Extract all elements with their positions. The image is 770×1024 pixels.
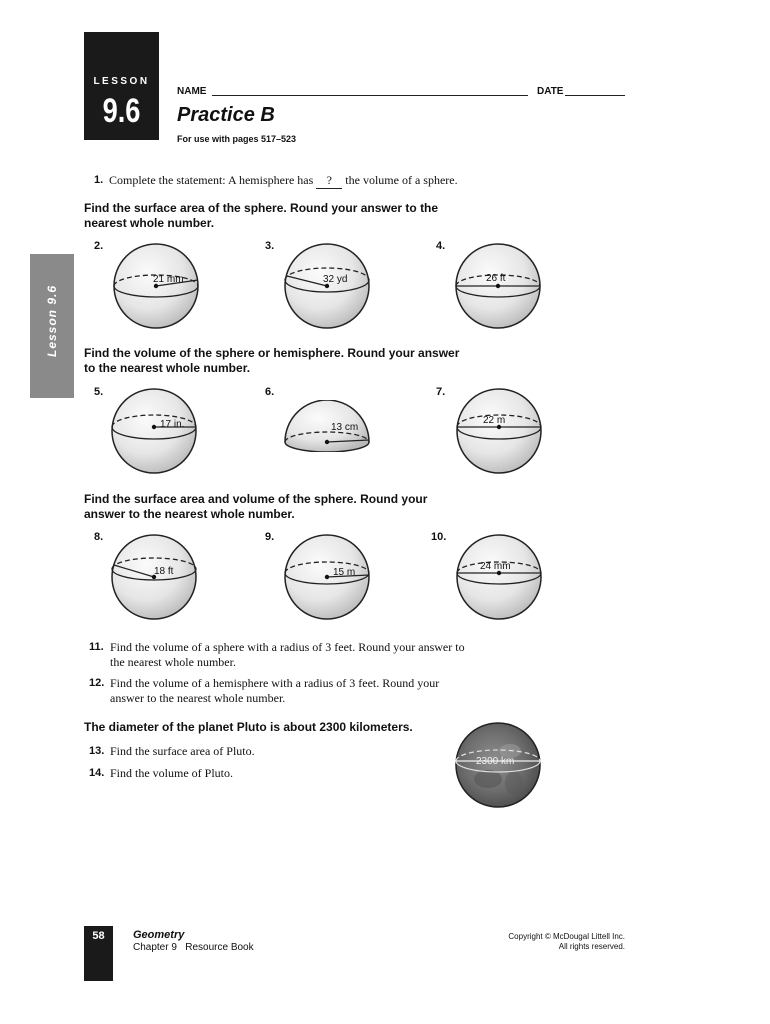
lesson-word: LESSON xyxy=(93,76,150,87)
question-1 xyxy=(109,173,458,189)
radius-label: 13 cm xyxy=(331,422,359,433)
section-3-instruction xyxy=(84,492,427,522)
sphere-figure xyxy=(110,533,198,621)
pluto-instruction: The diameter of the planet Pluto is about 2300 kilometers. xyxy=(84,720,413,734)
section-2-instruction xyxy=(84,346,459,376)
question-number: 14. xyxy=(89,767,105,779)
diameter-label: 24 mm xyxy=(480,561,511,572)
side-tab-label: Lesson 9.6 xyxy=(45,284,59,358)
sphere-figure xyxy=(455,533,543,621)
problem-number: 3. xyxy=(265,240,275,252)
radius-label: 17 in. xyxy=(160,419,185,430)
problem-number: 2. xyxy=(94,240,104,252)
question-12-line-1: Find the volume of a hemisphere with a radius of 3 feet. Round your xyxy=(110,676,440,690)
question-1-text-before: Complete the statement: A hemisphere has xyxy=(109,173,314,187)
name-label: NAME xyxy=(177,86,207,97)
sphere-figure xyxy=(283,242,371,330)
question-1-blank: ? xyxy=(316,173,342,189)
question-12-line-2: answer to the nearest whole number. xyxy=(110,691,286,705)
diameter-label: 22 m xyxy=(483,415,506,426)
problem-number: 9. xyxy=(265,531,275,543)
radius-label: 15 m xyxy=(333,567,356,578)
date-field[interactable] xyxy=(565,95,625,96)
question-13-text: Find the surface area of Pluto. xyxy=(110,744,255,758)
question-number: 1. xyxy=(94,174,104,186)
section-2-instruction-line-1: Find the volume of the sphere or hemisphere. Round your answer xyxy=(84,346,460,360)
sphere-figure xyxy=(110,387,198,475)
question-number: 13. xyxy=(89,745,105,757)
hemisphere-figure xyxy=(283,400,371,452)
sphere-figure xyxy=(455,387,543,475)
section-1-instruction xyxy=(84,201,438,231)
question-12 xyxy=(110,676,439,706)
copyright-line-2: All rights reserved. xyxy=(558,942,625,951)
section-1-instruction-line-2: nearest whole number. xyxy=(84,216,215,230)
problem-number: 8. xyxy=(94,531,104,543)
section-2-instruction-line-2: to the nearest whole number. xyxy=(84,361,251,375)
copyright-line-1: Copyright © McDougal Littell Inc. xyxy=(508,932,625,941)
side-tab xyxy=(30,254,74,398)
page-number: 58 xyxy=(92,930,105,942)
radius-label: 18 ft xyxy=(154,566,174,577)
problem-number: 7. xyxy=(436,386,446,398)
copyright xyxy=(508,932,625,952)
pluto-figure xyxy=(454,721,542,809)
problem-number: 10. xyxy=(431,531,447,543)
problem-number: 5. xyxy=(94,386,104,398)
question-11 xyxy=(110,640,465,670)
question-11-line-2: the nearest whole number. xyxy=(110,655,236,669)
sphere-figure xyxy=(283,533,371,621)
section-3-instruction-line-2: answer to the nearest whole number. xyxy=(84,507,295,521)
page-number-box xyxy=(84,926,113,981)
sphere-figure xyxy=(454,242,542,330)
page-reference: For use with pages 517–523 xyxy=(177,134,297,144)
question-number: 11. xyxy=(89,641,104,653)
diameter-label: 2300 km xyxy=(476,756,515,767)
lesson-number: 9.6 xyxy=(102,92,141,130)
page-title: Practice B xyxy=(177,104,275,126)
book-title: Geometry xyxy=(133,929,185,941)
lesson-badge xyxy=(84,32,159,140)
question-number: 12. xyxy=(89,677,105,689)
section-3-instruction-line-1: Find the surface area and volume of the sphere. Round your xyxy=(84,492,428,506)
name-field[interactable] xyxy=(212,95,528,96)
question-14-text: Find the volume of Pluto. xyxy=(110,766,233,780)
diameter-label: 26 ft xyxy=(486,273,506,284)
sphere-figure xyxy=(112,242,200,330)
section-1-instruction-line-1: Find the surface area of the sphere. Round your answer to the xyxy=(84,201,439,215)
problem-number: 6. xyxy=(265,386,275,398)
date-label: DATE xyxy=(537,86,564,97)
radius-label: 21 mm xyxy=(153,274,184,285)
question-1-text-after: the volume of a sphere. xyxy=(345,173,458,187)
radius-label: 32 yd xyxy=(323,274,348,285)
problem-number: 4. xyxy=(436,240,446,252)
book-subtitle: Chapter 9 Resource Book xyxy=(133,942,254,953)
question-11-line-1: Find the volume of a sphere with a radius of 3 feet. Round your answer to xyxy=(110,640,465,654)
